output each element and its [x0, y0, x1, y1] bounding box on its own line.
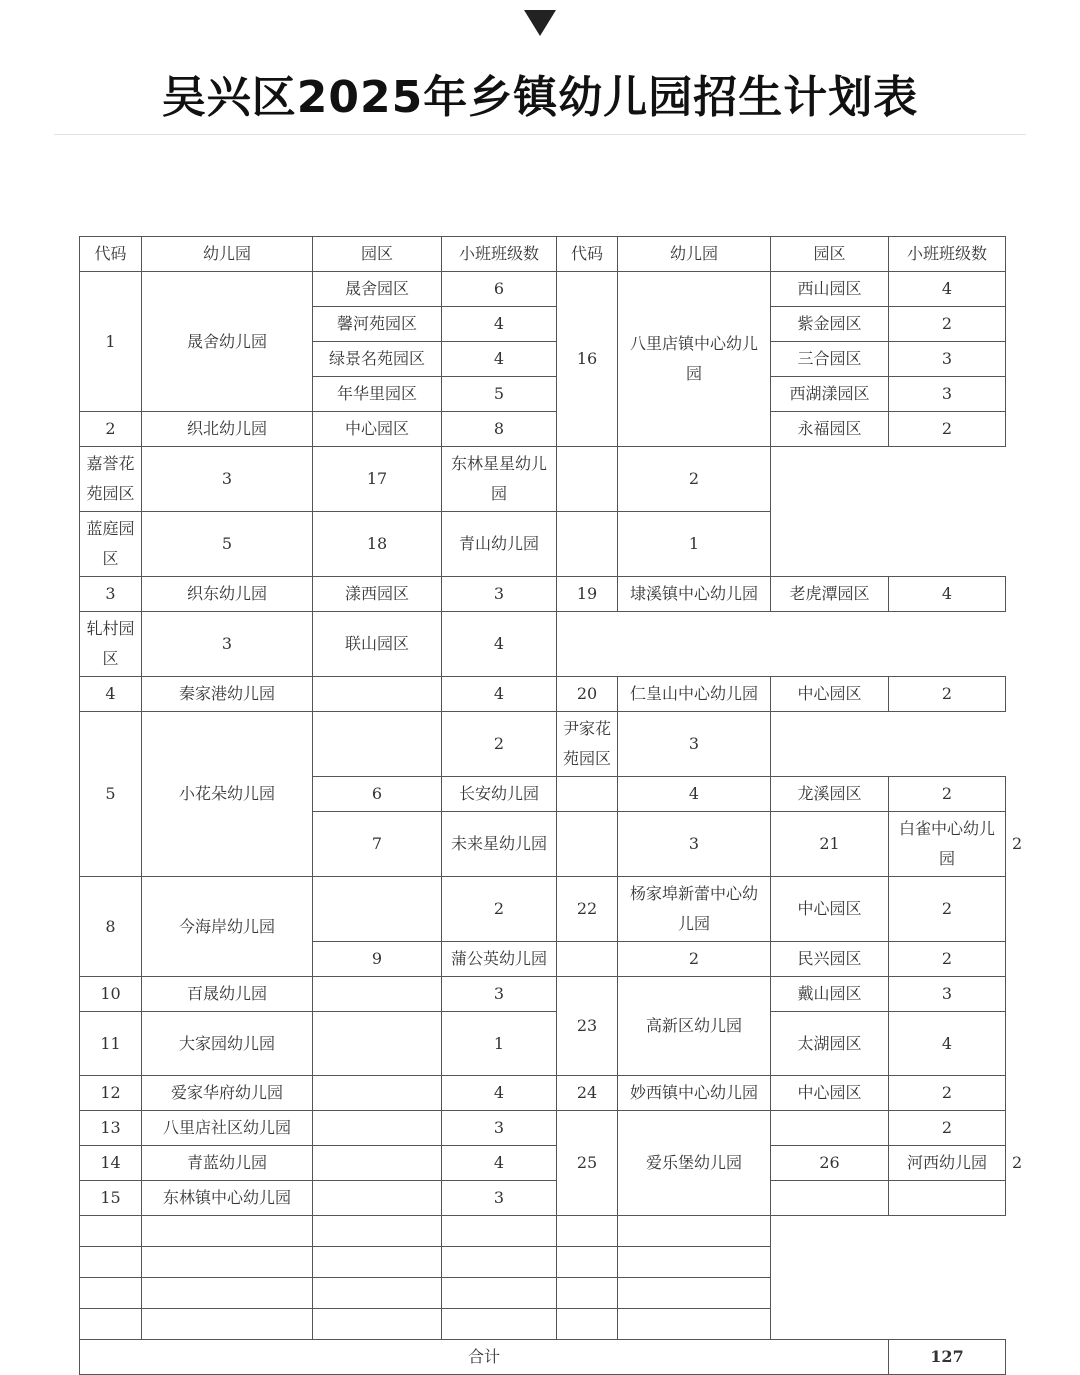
kindergarten-cell: 河西幼儿园: [889, 1146, 1006, 1181]
empty-cell: [618, 1278, 771, 1309]
campus-cell: [557, 447, 618, 512]
table-row: [80, 677, 1006, 712]
code-cell: 15: [80, 1181, 142, 1216]
class-count-cell: 4: [442, 342, 557, 377]
table-row: [80, 1181, 1006, 1216]
campus-cell: 漾西园区: [313, 577, 442, 612]
header-row: [80, 237, 1006, 272]
campus-cell: 西山园区: [771, 272, 889, 307]
kindergarten-cell: 织东幼儿园: [142, 577, 313, 612]
campus-cell: [313, 677, 442, 712]
class-count-cell: 2: [442, 712, 557, 777]
empty-cell: [618, 1309, 771, 1340]
code-cell: 10: [80, 977, 142, 1012]
kindergarten-cell: 杨家埠新蕾中心幼儿园: [618, 877, 771, 942]
campus-cell: 西湖漾园区: [771, 377, 889, 412]
table-row: [80, 612, 1006, 677]
class-count-cell: [142, 1247, 313, 1278]
code-cell: 9: [313, 942, 442, 977]
class-count-cell: 3: [442, 577, 557, 612]
class-count-cell: 2: [889, 942, 1006, 977]
class-count-cell: 5: [142, 512, 313, 577]
kindergarten-cell: 东林镇中心幼儿园: [142, 1181, 313, 1216]
campus-cell: 轧村园区: [80, 612, 142, 677]
page-title: 吴兴区2025年乡镇幼儿园招生计划表: [161, 72, 919, 123]
class-count-cell: 4: [889, 577, 1006, 612]
campus-cell: 中心园区: [313, 412, 442, 447]
campus-cell: 晟舍园区: [313, 272, 442, 307]
header-cell: 园区: [771, 237, 889, 272]
code-cell: 20: [557, 677, 618, 712]
empty-cell: [442, 1278, 557, 1309]
table-row: 7 未来星幼儿园 3 21 白雀中心幼儿园 2: [80, 812, 1006, 877]
class-count-cell: 3: [618, 812, 771, 877]
table-row: 14 青蓝幼儿园 4 26 河西幼儿园 2: [80, 1146, 1006, 1181]
table-row: [80, 1012, 1006, 1076]
class-count-cell: 3: [442, 1111, 557, 1146]
class-count-cell: [142, 1278, 313, 1309]
class-count-cell: 2: [442, 877, 557, 942]
class-count-cell: 2: [889, 677, 1006, 712]
kindergarten-cell: 青山幼儿园: [442, 512, 557, 577]
kindergarten-cell: 八里店社区幼儿园: [142, 1111, 313, 1146]
code-cell: 4: [80, 677, 142, 712]
kindergarten-cell: 小花朵幼儿园: [142, 712, 313, 877]
campus-cell: 中心园区: [771, 1076, 889, 1111]
code-cell: 25: [557, 1111, 618, 1216]
class-count-cell: 4: [889, 272, 1006, 307]
code-cell: 8: [80, 877, 142, 977]
code-cell: 11: [80, 1012, 142, 1076]
kindergarten-cell: 长安幼儿园: [442, 777, 557, 812]
class-count-cell: 3: [442, 1181, 557, 1216]
campus-cell: 绿景名苑园区: [313, 342, 442, 377]
empty-cell: [313, 1247, 442, 1278]
code-cell: 19: [557, 577, 618, 612]
kindergarten-cell: 蒲公英幼儿园: [442, 942, 557, 977]
table-row: [80, 577, 1006, 612]
table-row: [80, 977, 1006, 1012]
code-cell: 23: [557, 977, 618, 1076]
class-count-cell: 4: [889, 1012, 1006, 1076]
empty-cell: [442, 1247, 557, 1278]
table-row: [80, 272, 1006, 307]
campus-cell: [313, 1181, 442, 1216]
header-cell: 小班班级数: [442, 237, 557, 272]
code-cell: 3: [80, 577, 142, 612]
campus-cell: 中心园区: [771, 877, 889, 942]
table-row: [80, 1309, 1006, 1340]
table-row: [80, 1076, 1006, 1111]
class-count-cell: 2: [618, 942, 771, 977]
code-cell: 14: [80, 1146, 142, 1181]
empty-cell: [442, 1309, 557, 1340]
code-cell: 1: [80, 272, 142, 412]
code-cell: 7: [313, 812, 442, 877]
empty-cell: [618, 1216, 771, 1247]
campus-cell: 戴山园区: [771, 977, 889, 1012]
campus-cell: 馨河苑园区: [313, 307, 442, 342]
class-count-cell: 3: [889, 342, 1006, 377]
code-cell: 22: [557, 877, 618, 942]
campus-cell: [313, 1012, 442, 1076]
table-row: [80, 447, 1006, 512]
table-row: [80, 1247, 1006, 1278]
kindergarten-cell: 爱乐堡幼儿园: [618, 1111, 771, 1216]
kindergarten-cell: 八里店镇中心幼儿园: [618, 272, 771, 447]
campus-cell: [80, 1247, 142, 1278]
class-count-cell: 2: [889, 1111, 1006, 1146]
campus-cell: [557, 512, 618, 577]
code-cell: 5: [80, 712, 142, 877]
kindergarten-cell: 今海岸幼儿园: [142, 877, 313, 977]
class-count-cell: 3: [142, 447, 313, 512]
total-value: 127: [889, 1340, 1006, 1375]
kindergarten-cell: 晟舍幼儿园: [142, 272, 313, 412]
kindergarten-cell: 东林星星幼儿园: [442, 447, 557, 512]
class-count-cell: 1: [618, 512, 771, 577]
campus-cell: 太湖园区: [771, 1012, 889, 1076]
kindergarten-cell: 埭溪镇中心幼儿园: [618, 577, 771, 612]
campus-cell: 蓝庭园区: [80, 512, 142, 577]
class-count-cell: 2: [889, 777, 1006, 812]
class-count-cell: 4: [442, 1076, 557, 1111]
kindergarten-cell: 未来星幼儿园: [442, 812, 557, 877]
triangle-down-icon: [524, 10, 556, 36]
class-count-cell: 2: [889, 412, 1006, 447]
kindergarten-cell: 爱家华府幼儿园: [142, 1076, 313, 1111]
campus-cell: 龙溪园区: [771, 777, 889, 812]
empty-cell: [557, 1216, 618, 1247]
kindergarten-cell: 仁皇山中心幼儿园: [618, 677, 771, 712]
campus-cell: 中心园区: [771, 677, 889, 712]
kindergarten-cell: 百晟幼儿园: [142, 977, 313, 1012]
empty-cell: [313, 1216, 442, 1247]
code-cell: 18: [313, 512, 442, 577]
header-cell: 代码: [80, 237, 142, 272]
code-cell: 13: [80, 1111, 142, 1146]
campus-cell: [557, 777, 618, 812]
table-row: [80, 877, 1006, 942]
campus-cell: [557, 812, 618, 877]
empty-cell: [313, 1278, 442, 1309]
total-label: 合计: [80, 1340, 889, 1375]
table-row: [80, 712, 1006, 777]
kindergarten-cell: 妙西镇中心幼儿园: [618, 1076, 771, 1111]
class-count-cell: 4: [442, 677, 557, 712]
class-count-cell: [142, 1309, 313, 1340]
campus-cell: [313, 977, 442, 1012]
campus-cell: [313, 1076, 442, 1111]
campus-cell: [313, 1111, 442, 1146]
class-count-cell: 3: [142, 612, 313, 677]
header-cell: 小班班级数: [889, 237, 1006, 272]
header-cell: 幼儿园: [142, 237, 313, 272]
kindergarten-cell: 青蓝幼儿园: [142, 1146, 313, 1181]
campus-cell: [313, 712, 442, 777]
campus-cell: 嘉誉花苑园区: [80, 447, 142, 512]
table-row: [80, 1216, 1006, 1247]
table-row: [80, 412, 1006, 447]
campus-cell: [80, 1309, 142, 1340]
class-count-cell: 2: [889, 307, 1006, 342]
empty-cell: [557, 1247, 618, 1278]
enrollment-plan-table: [79, 236, 1023, 1375]
table-row: [80, 512, 1006, 577]
class-count-cell: 3: [442, 977, 557, 1012]
campus-cell: 年华里园区: [313, 377, 442, 412]
empty-cell: [889, 1181, 1006, 1216]
campus-cell: 民兴园区: [771, 942, 889, 977]
code-cell: 12: [80, 1076, 142, 1111]
kindergarten-cell: 高新区幼儿园: [618, 977, 771, 1076]
code-cell: 17: [313, 447, 442, 512]
code-cell: 6: [313, 777, 442, 812]
title-divider: [54, 134, 1026, 135]
campus-cell: [557, 942, 618, 977]
campus-cell: [80, 1216, 142, 1247]
campus-cell: 尹家花苑园区: [557, 712, 618, 777]
code-cell: 24: [557, 1076, 618, 1111]
class-count-cell: 4: [442, 612, 557, 677]
campus-cell: [313, 1146, 442, 1181]
campus-cell: [771, 1111, 889, 1146]
kindergarten-cell: 白雀中心幼儿园: [889, 812, 1006, 877]
class-count-cell: 4: [442, 307, 557, 342]
header-cell: 园区: [313, 237, 442, 272]
campus-cell: [313, 877, 442, 942]
class-count-cell: 2: [889, 877, 1006, 942]
class-count-cell: 2: [618, 447, 771, 512]
table-row: [80, 1278, 1006, 1309]
class-count-cell: 2: [889, 1076, 1006, 1111]
class-count-cell: 1: [442, 1012, 557, 1076]
class-count-cell: 4: [442, 1146, 557, 1181]
campus-cell: 三合园区: [771, 342, 889, 377]
code-cell: 26: [771, 1146, 889, 1181]
header-cell: 幼儿园: [618, 237, 771, 272]
kindergarten-cell: 织北幼儿园: [142, 412, 313, 447]
campus-cell: 永福园区: [771, 412, 889, 447]
header-cell: 代码: [557, 237, 618, 272]
class-count-cell: 8: [442, 412, 557, 447]
kindergarten-cell: 大家园幼儿园: [142, 1012, 313, 1076]
code-cell: 21: [771, 812, 889, 877]
campus-cell: [80, 1278, 142, 1309]
campus-cell: 联山园区: [313, 612, 442, 677]
empty-cell: [557, 1278, 618, 1309]
class-count-cell: 4: [618, 777, 771, 812]
code-cell: 2: [80, 412, 142, 447]
class-count-cell: [142, 1216, 313, 1247]
total-row: [80, 1340, 1006, 1375]
empty-cell: [557, 1309, 618, 1340]
empty-cell: [618, 1247, 771, 1278]
class-count-cell: 6: [442, 272, 557, 307]
empty-cell: [771, 1181, 889, 1216]
class-count-cell: 3: [618, 712, 771, 777]
class-count-cell: 3: [889, 377, 1006, 412]
kindergarten-cell: 秦家港幼儿园: [142, 677, 313, 712]
class-count-cell: 3: [889, 977, 1006, 1012]
empty-cell: [442, 1216, 557, 1247]
campus-cell: 老虎潭园区: [771, 577, 889, 612]
table-body: [80, 237, 1023, 1375]
code-cell: 16: [557, 272, 618, 447]
empty-cell: [313, 1309, 442, 1340]
class-count-cell: 5: [442, 377, 557, 412]
campus-cell: 紫金园区: [771, 307, 889, 342]
table-row: [80, 1111, 1006, 1146]
